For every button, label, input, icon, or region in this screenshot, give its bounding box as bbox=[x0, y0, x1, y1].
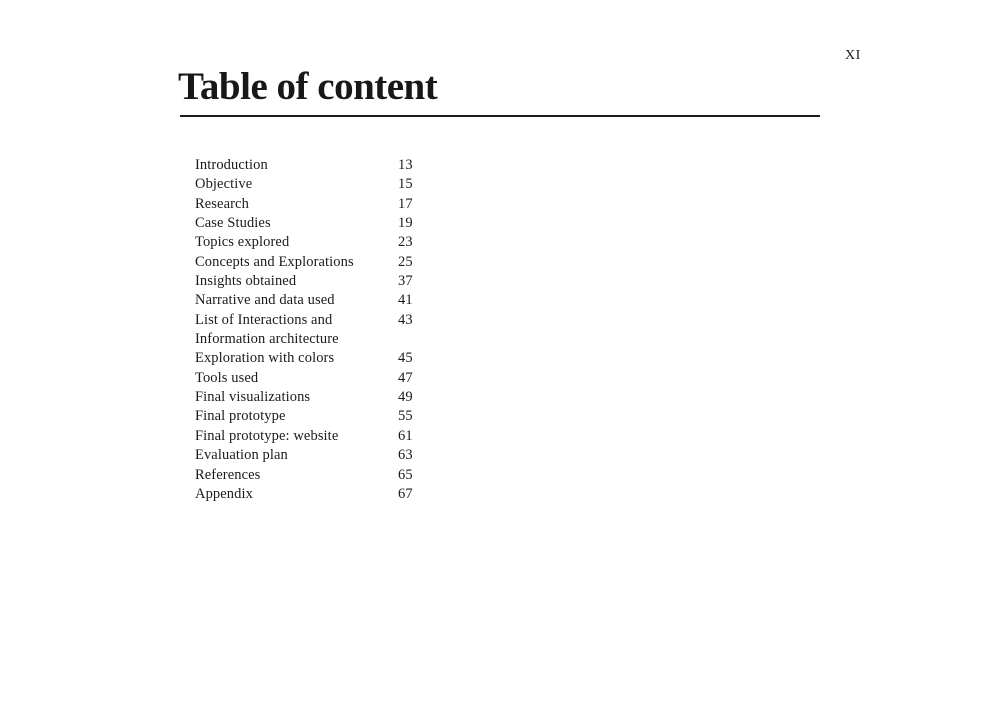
toc-entry-page: 55 bbox=[398, 408, 413, 425]
toc-entry-page: 61 bbox=[398, 427, 413, 444]
toc-entry-page: 17 bbox=[398, 195, 413, 212]
toc-entry-label: Insights obtained bbox=[195, 273, 297, 290]
toc-entry-label: List of Interactions and bbox=[195, 311, 333, 328]
toc-entry-label: Appendix bbox=[195, 485, 253, 502]
toc-entry-label: Research bbox=[195, 195, 249, 212]
toc-entry-label: Concepts and Explorations bbox=[195, 253, 354, 270]
toc-row bbox=[195, 195, 425, 214]
toc-entry-page: 37 bbox=[398, 273, 413, 290]
toc-entry-page: 49 bbox=[398, 389, 413, 406]
toc-entry-label: Tools used bbox=[195, 369, 259, 386]
toc-row bbox=[195, 330, 425, 349]
toc-entry-label: Evaluation plan bbox=[195, 447, 288, 464]
toc-row bbox=[195, 485, 425, 504]
toc-row bbox=[195, 369, 425, 388]
toc-entry-page: 67 bbox=[398, 485, 413, 502]
toc-entry-page: 45 bbox=[398, 350, 413, 367]
toc-entry-label: Objective bbox=[195, 176, 253, 193]
toc-entry-label: Final prototype bbox=[195, 408, 286, 425]
toc-entry-label: Case Studies bbox=[195, 215, 271, 232]
toc-row bbox=[195, 272, 425, 291]
toc-row bbox=[195, 156, 425, 175]
toc-list bbox=[195, 156, 425, 504]
toc-entry-page: 41 bbox=[398, 292, 413, 309]
toc-entry-page: 13 bbox=[398, 157, 413, 173]
toc-row bbox=[195, 407, 425, 426]
toc-row bbox=[195, 388, 425, 407]
toc-row bbox=[195, 291, 425, 310]
page-title: Table of content bbox=[178, 65, 438, 108]
toc-entry-page: 47 bbox=[398, 369, 413, 386]
toc-entry-label: Final visualizations bbox=[195, 389, 311, 406]
toc-entry-page: 25 bbox=[398, 253, 413, 270]
toc-row bbox=[195, 175, 425, 194]
toc-entry-label: Final prototype: website bbox=[195, 427, 339, 444]
toc-row bbox=[195, 446, 425, 465]
toc-entry-page: 65 bbox=[398, 466, 413, 483]
toc-entry-label: References bbox=[195, 466, 261, 483]
toc-entry-label: Narrative and data used bbox=[195, 292, 335, 309]
toc-row bbox=[195, 349, 425, 368]
toc-row bbox=[195, 311, 425, 330]
toc-entry-label: Exploration with colors bbox=[195, 350, 335, 367]
toc-entry-label: Information architecture bbox=[195, 331, 339, 348]
toc-entry-page: 23 bbox=[398, 234, 413, 251]
toc-row bbox=[195, 466, 425, 485]
toc-entry-page: 15 bbox=[398, 176, 413, 193]
toc-entry-page: 43 bbox=[398, 311, 413, 328]
toc-row bbox=[195, 214, 425, 233]
toc-row bbox=[195, 233, 425, 252]
toc-entry-page: 63 bbox=[398, 447, 413, 464]
toc-row bbox=[195, 253, 425, 272]
page-number: XI bbox=[845, 48, 861, 63]
toc-entry-page: 19 bbox=[398, 215, 413, 232]
toc-entry-label: Topics explored bbox=[195, 234, 290, 251]
title-rule bbox=[180, 115, 820, 117]
toc-row bbox=[195, 427, 425, 446]
toc-entry-label: Introduction bbox=[195, 157, 268, 173]
